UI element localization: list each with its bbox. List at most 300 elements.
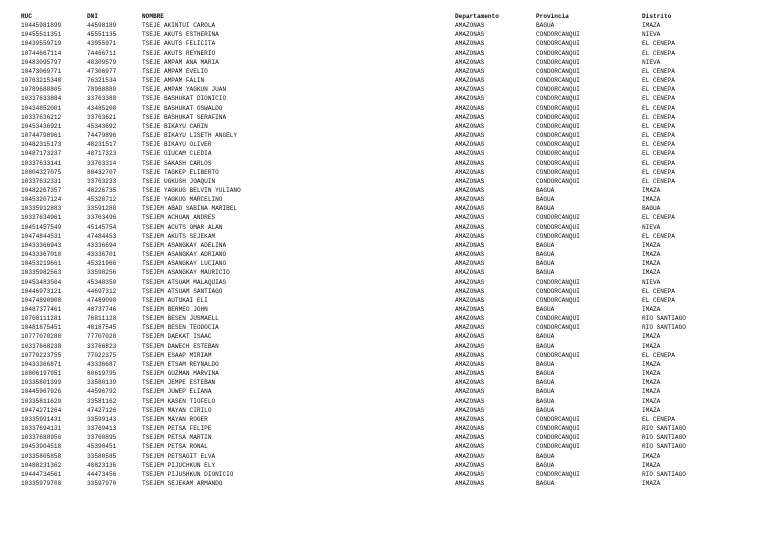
header-provincia: Provincia <box>536 13 569 20</box>
cell-provincia: CONDORCANQUI <box>536 177 580 185</box>
cell-departamento: AMAZONAS <box>455 86 485 94</box>
cell-nombre: TSEJE BIKAYU OLIVER <box>142 141 212 149</box>
cell-distrito: EL CENEPA <box>642 159 675 167</box>
cell-dni: 43336701 <box>87 251 117 259</box>
cell-ruc: 10763215348 <box>21 77 62 85</box>
table-row <box>21 113 761 122</box>
cell-nombre: TSEJEM ASANGKAY MAURICIO <box>142 269 230 277</box>
cell-nombre: TSEJEM JUWEP ELIANA <box>142 388 212 396</box>
cell-dni: 45390451 <box>87 443 117 451</box>
cell-nombre: TSEJE TAGKEP ELIBERTO <box>142 168 219 176</box>
cell-distrito: NIEVA <box>642 278 661 286</box>
cell-provincia: CONDORCANQUI <box>536 40 580 48</box>
cell-distrito: NIEVA <box>642 58 661 66</box>
cell-ruc: 10455511351 <box>21 31 62 39</box>
cell-ruc: 10445981899 <box>21 22 62 30</box>
cell-distrito: IMAZA <box>642 269 661 277</box>
cell-distrito: IMAZA <box>642 388 661 396</box>
cell-ruc: 10337688956 <box>21 434 62 442</box>
table-row <box>21 39 761 48</box>
cell-ruc: 10487377461 <box>21 306 62 313</box>
cell-provincia: CONDORCANQUI <box>536 443 580 451</box>
cell-provincia: CONDORCANQUI <box>536 324 580 332</box>
cell-ruc: 10439559719 <box>21 40 62 48</box>
table-row <box>21 204 761 213</box>
cell-provincia: CONDORCANQUI <box>536 315 580 323</box>
cell-provincia: BAGUA <box>536 479 555 487</box>
cell-nombre: TSEJE AMPAM YAGKUN JUAN <box>142 86 227 94</box>
cell-provincia: BAGUA <box>536 196 555 204</box>
table-row <box>21 470 761 479</box>
table-row <box>21 278 761 287</box>
cell-provincia: CONDORCANQUI <box>536 425 580 433</box>
cell-provincia: CONDORCANQUI <box>536 141 580 149</box>
cell-nombre: TSEJE YAGKUG BELVIN YULIANO <box>142 186 241 194</box>
table-row <box>21 406 761 415</box>
cell-departamento: AMAZONAS <box>455 67 485 75</box>
cell-distrito: EL CENEPA <box>642 122 675 130</box>
cell-distrito: EL CENEPA <box>642 296 675 304</box>
cell-departamento: AMAZONAS <box>455 379 485 387</box>
cell-departamento: AMAZONAS <box>455 77 485 85</box>
cell-ruc: 10482267357 <box>21 186 62 194</box>
cell-distrito: EL CENEPA <box>642 113 675 121</box>
cell-nombre: TSEJEM ETSAM REYNALDO <box>142 360 219 368</box>
cell-nombre: TSEJE BASHUKAT SERAFINA <box>142 113 227 121</box>
table-row <box>21 259 761 268</box>
table-row <box>21 387 761 396</box>
cell-ruc: 10744667114 <box>21 49 62 57</box>
table-row <box>21 250 761 259</box>
table-row <box>21 168 761 177</box>
cell-nombre: TSEJE AKINTUI CAROLA <box>142 22 216 30</box>
cell-nombre: TSEJEM PETSA MARTIN <box>142 434 212 442</box>
cell-ruc: 10335801399 <box>21 379 62 387</box>
cell-ruc: 10451457549 <box>21 223 62 231</box>
cell-distrito: EL CENEPA <box>642 86 675 94</box>
cell-departamento: AMAZONAS <box>455 205 485 213</box>
table-row <box>21 479 761 488</box>
cell-provincia: CONDORCANQUI <box>536 150 580 158</box>
cell-nombre: TSEJE YAGKUG MARCELINO <box>142 196 223 204</box>
cell-provincia: CONDORCANQUI <box>536 232 580 240</box>
cell-dni: 74466711 <box>87 49 117 57</box>
cell-ruc: 10335982563 <box>21 269 62 277</box>
cell-departamento: AMAZONAS <box>455 241 485 249</box>
cell-departamento: AMAZONAS <box>455 177 485 185</box>
cell-nombre: TSEJEM ATSUAM SANTIAGO <box>142 287 223 295</box>
cell-nombre: TSEJE BASHUKAT OSWALDO <box>142 104 223 112</box>
cell-dni: 76321534 <box>87 77 117 85</box>
header-distrito: Distrito <box>642 13 672 20</box>
table-row <box>21 360 761 369</box>
cell-departamento: AMAZONAS <box>455 360 485 368</box>
cell-distrito: IMAZA <box>642 333 661 341</box>
cell-nombre: TSEJEM DAEKAT ISAAC <box>142 333 212 341</box>
cell-distrito: EL CENEPA <box>642 67 675 75</box>
cell-dni: 33580139 <box>87 379 117 387</box>
cell-dni: 47427126 <box>87 406 117 414</box>
cell-dni: 48823136 <box>87 461 117 469</box>
cell-dni: 45145754 <box>87 223 117 231</box>
cell-departamento: AMAZONAS <box>455 214 485 222</box>
cell-ruc: 10433366943 <box>21 241 62 249</box>
cell-provincia: CONDORCANQUI <box>536 58 580 66</box>
cell-ruc: 10335991431 <box>21 415 62 423</box>
cell-nombre: TSEJEM ABAD SABINA MARIBEL <box>142 205 238 213</box>
cell-nombre: TSEJEM SEJEKAM ARMANDO <box>142 479 223 487</box>
table-row <box>21 415 761 424</box>
cell-dni: 33597970 <box>87 479 117 487</box>
table-row <box>21 452 761 461</box>
cell-distrito: IMAZA <box>642 370 661 378</box>
table-row <box>21 195 761 204</box>
table-row <box>21 94 761 103</box>
cell-departamento: AMAZONAS <box>455 370 485 378</box>
cell-distrito: NIEVA <box>642 223 661 231</box>
table-row <box>21 76 761 85</box>
cell-dni: 45321966 <box>87 260 117 268</box>
cell-departamento: AMAZONAS <box>455 324 485 332</box>
cell-distrito: EL CENEPA <box>642 95 675 103</box>
cell-nombre: TSEJEM AUTUKAI ELI <box>142 296 208 304</box>
cell-departamento: AMAZONAS <box>455 141 485 149</box>
table-row <box>21 433 761 442</box>
cell-ruc: 10483095797 <box>21 58 62 66</box>
table-row <box>21 296 761 305</box>
cell-provincia: BAGUA <box>536 342 555 350</box>
cell-nombre: TSEJEM ACUTS OMAR ALAN <box>142 223 223 231</box>
cell-departamento: AMAZONAS <box>455 461 485 469</box>
cell-ruc: 10770223755 <box>21 351 62 359</box>
cell-distrito: EL CENEPA <box>642 177 675 185</box>
cell-nombre: TSEJEM ESAAP MIRIAM <box>142 351 212 359</box>
cell-departamento: AMAZONAS <box>455 425 485 433</box>
cell-distrito: EL CENEPA <box>642 351 675 359</box>
cell-provincia: CONDORCANQUI <box>536 67 580 75</box>
cell-dni: 33763314 <box>87 159 117 167</box>
cell-dni: 45551135 <box>87 31 117 39</box>
cell-distrito: BAGUA <box>642 205 661 213</box>
cell-distrito: RIO SANTIAGO <box>642 425 686 433</box>
cell-provincia: CONDORCANQUI <box>536 132 580 140</box>
header-row <box>21 12 761 21</box>
cell-dni: 48187545 <box>87 324 117 332</box>
cell-departamento: AMAZONAS <box>455 95 485 103</box>
cell-ruc: 10474844531 <box>21 232 62 240</box>
cell-ruc: 10453436921 <box>21 122 62 130</box>
cell-nombre: TSEJEM DAWECH ESTEBAN <box>142 342 219 350</box>
cell-dni: 44596792 <box>87 388 117 396</box>
cell-nombre: TSEJE AKUTS REYNERIO <box>142 49 216 57</box>
cell-departamento: AMAZONAS <box>455 49 485 57</box>
cell-departamento: AMAZONAS <box>455 223 485 231</box>
cell-ruc: 10474890908 <box>21 296 62 304</box>
table-row <box>21 232 761 241</box>
cell-provincia: CONDORCANQUI <box>536 168 580 176</box>
cell-distrito: EL CENEPA <box>642 141 675 149</box>
cell-ruc: 10744798961 <box>21 132 62 140</box>
cell-provincia: CONDORCANQUI <box>536 31 580 39</box>
cell-ruc: 10337633884 <box>21 95 62 103</box>
cell-ruc: 10337668238 <box>21 342 62 350</box>
cell-dni: 33598256 <box>87 269 117 277</box>
cell-departamento: AMAZONAS <box>455 251 485 259</box>
cell-distrito: IMAZA <box>642 260 661 268</box>
cell-dni: 33581162 <box>87 397 117 405</box>
cell-provincia: BAGUA <box>536 379 555 387</box>
cell-provincia: BAGUA <box>536 269 555 277</box>
table-row <box>21 323 761 332</box>
cell-nombre: TSEJE BIKAYU CARIN <box>142 122 208 130</box>
cell-departamento: AMAZONAS <box>455 232 485 240</box>
cell-ruc: 10789688805 <box>21 86 62 94</box>
cell-provincia: CONDORCANQUI <box>536 104 580 112</box>
cell-departamento: AMAZONAS <box>455 122 485 130</box>
cell-departamento: AMAZONAS <box>455 479 485 487</box>
cell-dni: 45343692 <box>87 122 117 130</box>
cell-dni: 48737746 <box>87 306 117 313</box>
cell-provincia: BAGUA <box>536 241 555 249</box>
table-row <box>21 268 761 277</box>
cell-dni: 48309579 <box>87 58 117 66</box>
cell-nombre: TSEJEM KASEN TIOFELO <box>142 397 216 405</box>
cell-departamento: AMAZONAS <box>455 333 485 341</box>
cell-nombre: TSEJE AMPAM FALIN <box>142 77 205 85</box>
cell-departamento: AMAZONAS <box>455 470 485 478</box>
header-departamento: Departamento <box>455 13 499 20</box>
cell-provincia: CONDORCANQUI <box>536 122 580 130</box>
cell-distrito: IMAZA <box>642 342 661 350</box>
cell-nombre: TSEJE BASHUKAT DIONICIO <box>142 95 227 103</box>
cell-dni: 33763388 <box>87 95 117 103</box>
cell-nombre: TSEJEM PETSA RONAL <box>142 443 208 451</box>
cell-ruc: 10337694131 <box>21 425 62 433</box>
cell-dni: 48717323 <box>87 150 117 158</box>
cell-departamento: AMAZONAS <box>455 434 485 442</box>
table-row <box>21 186 761 195</box>
cell-distrito: IMAZA <box>642 186 661 194</box>
cell-ruc: 10433367010 <box>21 251 62 259</box>
cell-ruc: 10481875451 <box>21 324 62 332</box>
table-row <box>21 213 761 222</box>
cell-nombre: TSEJEM ATSUAM MALAQUIAS <box>142 278 227 286</box>
cell-ruc: 10473069771 <box>21 67 62 75</box>
table-row <box>21 305 761 314</box>
cell-ruc: 10806197951 <box>21 370 62 378</box>
cell-ruc: 10433366871 <box>21 360 62 368</box>
cell-departamento: AMAZONAS <box>455 196 485 204</box>
table-row <box>21 378 761 387</box>
cell-ruc: 10335811629 <box>21 397 62 405</box>
cell-distrito: IMAZA <box>642 479 661 487</box>
table-row <box>21 131 761 140</box>
cell-dni: 77022375 <box>87 351 117 359</box>
cell-departamento: AMAZONAS <box>455 278 485 286</box>
cell-ruc: 10337632331 <box>21 177 62 185</box>
cell-nombre: TSEJE UGKUSH JOAQUIN <box>142 177 216 185</box>
cell-dni: 47489090 <box>87 296 117 304</box>
cell-ruc: 10453207124 <box>21 196 62 204</box>
cell-departamento: AMAZONAS <box>455 406 485 414</box>
cell-nombre: TSEJEM AKUTS SEJEKAM <box>142 232 216 240</box>
cell-departamento: AMAZONAS <box>455 132 485 140</box>
cell-departamento: AMAZONAS <box>455 168 485 176</box>
table-row <box>21 397 761 406</box>
table-row <box>21 241 761 250</box>
cell-provincia: BAGUA <box>536 333 555 341</box>
cell-nombre: TSEJE GIUCAM CLEDIA <box>142 150 212 158</box>
cell-ruc: 10444734561 <box>21 470 62 478</box>
cell-provincia: BAGUA <box>536 186 555 194</box>
cell-provincia: CONDORCANQUI <box>536 159 580 167</box>
cell-distrito: RIO SANTIAGO <box>642 470 686 478</box>
cell-provincia: CONDORCANQUI <box>536 49 580 57</box>
cell-provincia: CONDORCANQUI <box>536 95 580 103</box>
cell-provincia: BAGUA <box>536 205 555 213</box>
cell-distrito: RIO SANTIAGO <box>642 324 686 332</box>
cell-ruc: 10777070288 <box>21 333 62 341</box>
cell-nombre: TSEJEM PETSAGIT ELVA <box>142 452 216 460</box>
cell-dni: 48231517 <box>87 141 117 149</box>
cell-departamento: AMAZONAS <box>455 342 485 350</box>
cell-departamento: AMAZONAS <box>455 306 485 313</box>
table-row <box>21 140 761 149</box>
cell-nombre: TSEJEM GUZMAN MARVINA <box>142 370 219 378</box>
table-row <box>21 442 761 451</box>
table-row <box>21 149 761 158</box>
cell-provincia: CONDORCANQUI <box>536 223 580 231</box>
cell-ruc: 10487173237 <box>21 150 62 158</box>
cell-departamento: AMAZONAS <box>455 287 485 295</box>
cell-provincia: CONDORCANQUI <box>536 77 580 85</box>
cell-dni: 33591288 <box>87 205 117 213</box>
cell-distrito: IMAZA <box>642 241 661 249</box>
cell-departamento: AMAZONAS <box>455 150 485 158</box>
cell-dni: 33580585 <box>87 452 117 460</box>
cell-ruc: 10446973121 <box>21 287 62 295</box>
cell-dni: 44473456 <box>87 470 117 478</box>
cell-nombre: TSEJEM BESEN JUSMAELL <box>142 315 219 323</box>
cell-dni: 74479896 <box>87 132 117 140</box>
table-row <box>21 177 761 186</box>
cell-departamento: AMAZONAS <box>455 186 485 194</box>
cell-dni: 33768895 <box>87 434 117 442</box>
header-dni: DNI <box>87 13 98 20</box>
cell-nombre: TSEJEM MAYAN ROGER <box>142 415 208 423</box>
cell-distrito: RIO SANTIAGO <box>642 443 686 451</box>
cell-departamento: AMAZONAS <box>455 31 485 39</box>
cell-distrito: IMAZA <box>642 406 661 414</box>
cell-provincia: CONDORCANQUI <box>536 415 580 423</box>
cell-nombre: TSEJEM ASANGKAY ADRIANO <box>142 251 227 259</box>
header-ruc: RUC <box>21 13 32 20</box>
cell-provincia: BAGUA <box>536 260 555 268</box>
cell-departamento: AMAZONAS <box>455 104 485 112</box>
cell-dni: 48226735 <box>87 186 117 194</box>
cell-departamento: AMAZONAS <box>455 296 485 304</box>
cell-distrito: EL CENEPA <box>642 232 675 240</box>
cell-dni: 78968880 <box>87 86 117 94</box>
cell-nombre: TSEJEM ASANGKAY LUCIANO <box>142 260 227 268</box>
cell-provincia: CONDORCANQUI <box>536 287 580 295</box>
cell-dni: 33763233 <box>87 177 117 185</box>
cell-provincia: CONDORCANQUI <box>536 214 580 222</box>
cell-distrito: RIO SANTIAGO <box>642 315 686 323</box>
cell-ruc: 10804327075 <box>21 168 62 176</box>
cell-provincia: CONDORCANQUI <box>536 86 580 94</box>
cell-departamento: AMAZONAS <box>455 415 485 423</box>
cell-provincia: CONDORCANQUI <box>536 296 580 304</box>
table-row <box>21 67 761 76</box>
cell-provincia: BAGUA <box>536 397 555 405</box>
cell-distrito: IMAZA <box>642 306 661 313</box>
cell-nombre: TSEJEM JEMPE ESTEBAN <box>142 379 216 387</box>
cell-distrito: IMAZA <box>642 452 661 460</box>
table-row <box>21 351 761 360</box>
cell-dni: 33763496 <box>87 214 117 222</box>
cell-nombre: TSEJEM ASANGKAY ADELINA <box>142 241 227 249</box>
cell-provincia: BAGUA <box>536 406 555 414</box>
cell-nombre: TSEJE AKUTS FELICITA <box>142 40 216 48</box>
cell-departamento: AMAZONAS <box>455 443 485 451</box>
cell-distrito: EL CENEPA <box>642 49 675 57</box>
cell-distrito: EL CENEPA <box>642 150 675 158</box>
cell-nombre: TSEJE SAKASH CARLOS <box>142 159 212 167</box>
cell-nombre: TSEJE BIKAYU LISETH ANGELY <box>142 132 238 140</box>
cell-provincia: CONDORCANQUI <box>536 113 580 121</box>
table-row <box>21 49 761 58</box>
cell-distrito: IMAZA <box>642 379 661 387</box>
cell-ruc: 10768111281 <box>21 315 62 323</box>
cell-nombre: TSEJEM PIJUSHKUN DIONICIO <box>142 470 234 478</box>
cell-distrito: IMAZA <box>642 461 661 469</box>
cell-ruc: 10453904518 <box>21 443 62 451</box>
table-row <box>21 342 761 351</box>
cell-departamento: AMAZONAS <box>455 113 485 121</box>
cell-ruc: 10335805858 <box>21 452 62 460</box>
cell-distrito: IMAZA <box>642 360 661 368</box>
cell-ruc: 10474271264 <box>21 406 62 414</box>
cell-provincia: BAGUA <box>536 370 555 378</box>
cell-departamento: AMAZONAS <box>455 315 485 323</box>
records-table <box>21 12 761 488</box>
cell-nombre: TSEJEM BESEN TEODOCIA <box>142 324 219 332</box>
cell-nombre: TSEJEM MAYAN CIRILO <box>142 406 212 414</box>
cell-ruc: 10335979708 <box>21 479 62 487</box>
cell-ruc: 10488231362 <box>21 461 62 469</box>
cell-dni: 80619795 <box>87 370 117 378</box>
cell-distrito: EL CENEPA <box>642 77 675 85</box>
cell-provincia: BAGUA <box>536 388 555 396</box>
table-row <box>21 159 761 168</box>
cell-departamento: AMAZONAS <box>455 269 485 277</box>
cell-distrito: IMAZA <box>642 397 661 405</box>
cell-ruc: 10453219661 <box>21 260 62 268</box>
table-row <box>21 85 761 94</box>
cell-provincia: BAGUA <box>536 22 555 30</box>
cell-distrito: EL CENEPA <box>642 104 675 112</box>
cell-dni: 43336694 <box>87 241 117 249</box>
cell-departamento: AMAZONAS <box>455 388 485 396</box>
cell-distrito: IMAZA <box>642 22 661 30</box>
cell-ruc: 10434852001 <box>21 104 62 112</box>
cell-distrito: EL CENEPA <box>642 40 675 48</box>
cell-departamento: AMAZONAS <box>455 159 485 167</box>
cell-ruc: 10482315173 <box>21 141 62 149</box>
cell-distrito: EL CENEPA <box>642 132 675 140</box>
cell-dni: 43485200 <box>87 104 117 112</box>
